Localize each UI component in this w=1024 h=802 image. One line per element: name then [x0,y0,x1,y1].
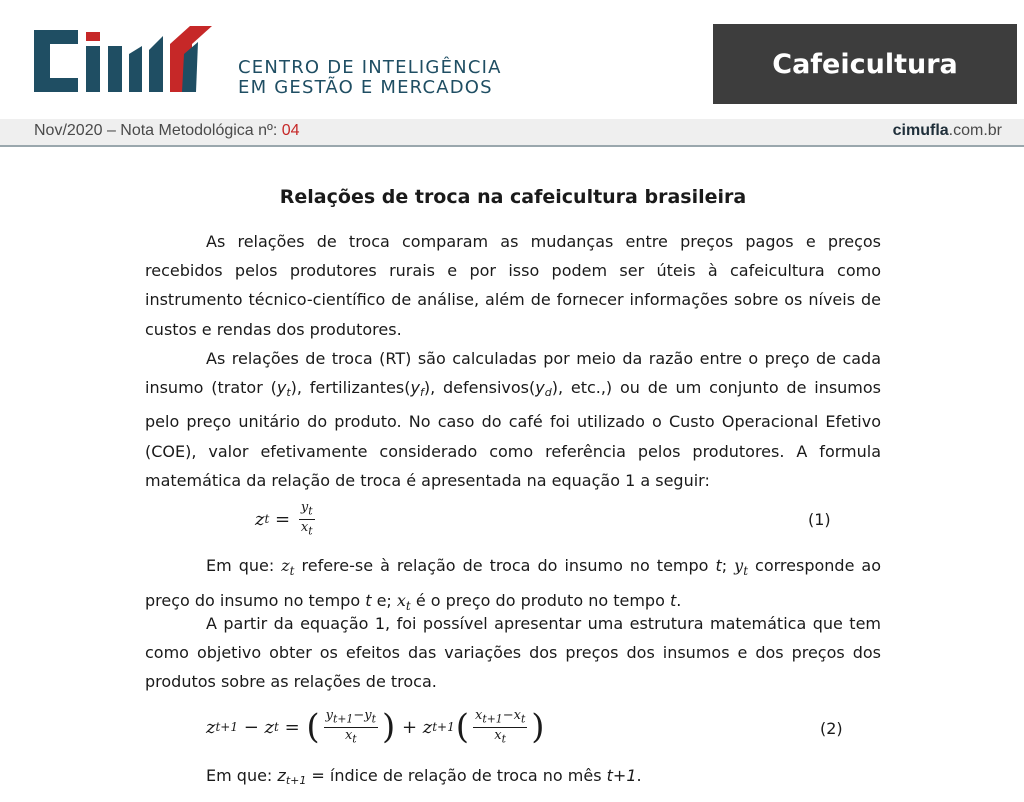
organization-name-line2: EM GESTÃO E MERCADOS [238,77,493,98]
site-name: cimufla [892,122,949,139]
paragraph-3: Em que: $z_t$ refere-se à relação de troca do insumo no tempo t; $y_t$ corresponde ao preço do insumo no tempo t e; $x_t$ é o preço do produto no tempo t. [145,556,882,614]
paragraph-5: Em que: $z_{t+1}$ = índice de relação de troca no mês t+1. [206,766,642,787]
note-prefix: Nov/2020 – Nota Metodológica nº: [34,122,282,139]
equation-2-number: (2) [820,719,843,738]
paragraph-1: As relações de troca comparam as mudanças entre preços pagos e preços recebidos pelos produtores rurais e por isso podem ser úteis à cafeicultura como instrumento técnico-científico de análise, além de fornecer informações sobre os níveis de custos e rendas dos produtores. [145,232,881,339]
site-link[interactable] [893,122,1002,140]
note-line [34,122,300,140]
equation-1-number: (1) [808,510,831,529]
note-number: 04 [281,122,300,139]
paragraph-2: As relações de troca (RT) são calculadas por meio da razão entre o preço de cada insumo (trator $(y_t)$, $fertilizantes(y_f)$, $defensivos(y_d)$, etc.,) ou de um conjunto de insumos pelo preço unitário do produto. No caso do café foi utilizado o Custo Operacional Efetivo (COE), valor efetivamente considerado como referência pelos produtores. A formula matemática da relação de troca é apresentada na equação 1 a seguir: [145,349,882,490]
site-domain: .com.br [948,122,1002,139]
cim-logo [32,24,228,98]
equation-1: z t = $\frac{y_t}{x_t}$ [255,500,313,538]
organization-name [238,58,502,98]
organization-name-line1: CENTRO DE INTELIGÊNCIA [238,57,502,78]
section-label: Cafeicultura [713,24,1017,104]
paragraph-4: A partir da equação 1, foi possível apresentar uma estrutura matemática que tem como objetivo obter os efeitos das variações dos preços dos insumos e dos preços dos produtos sobre as relações de troca. [145,614,881,692]
document-title: Relações de troca na cafeicultura brasileira [279,186,747,208]
equation-2: z t+1 − z t = ( $\frac{y_{t+1}-y_t}{x_t}$ ) + z t+1 ( $\frac{x_{t+1}-x_t}{x_t}$ ) [206,707,545,748]
